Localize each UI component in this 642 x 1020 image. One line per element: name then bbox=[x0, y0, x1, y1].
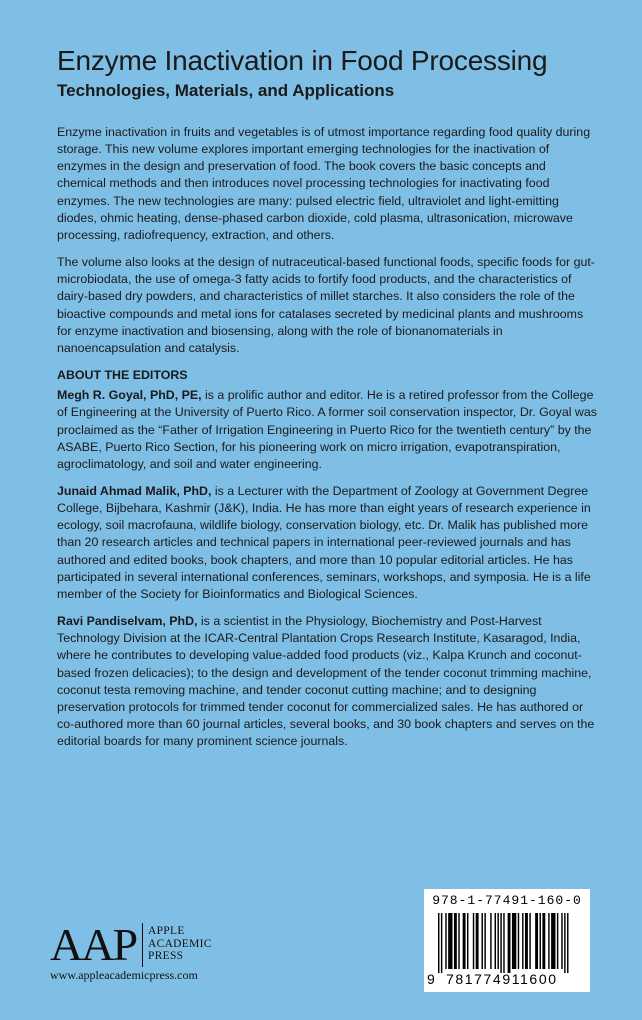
barcode-bar bbox=[542, 913, 545, 969]
barcode-lead-digit: 9 bbox=[427, 971, 437, 987]
barcode-bar bbox=[473, 913, 474, 969]
barcode-bar bbox=[548, 913, 549, 969]
barcode-bar bbox=[490, 913, 491, 969]
barcode-bar bbox=[567, 913, 568, 973]
book-title: Enzyme Inactivation in Food Processing bbox=[57, 45, 548, 76]
barcode-bar bbox=[463, 913, 466, 969]
barcode-bar bbox=[438, 913, 439, 973]
barcode-bar bbox=[497, 913, 498, 969]
editor-name: Megh R. Goyal, PhD, PE, bbox=[57, 388, 202, 403]
editors-heading: ABOUT THE EDITORS bbox=[57, 368, 188, 383]
barcode-bar bbox=[441, 913, 442, 973]
barcode-bar bbox=[564, 913, 565, 973]
barcode-bar bbox=[500, 913, 501, 973]
barcode-bar bbox=[454, 913, 457, 969]
editor-bio-text: is a Lecturer with the Department of Zoology at Government Degree College, Bijbehara, Kashmir (J&K), India. He has more than eight years of research experience in ecology, soil macrofauna, wildlife biology, conservation biology, etc. Dr. Malik has published more than 20 research articles and technical papers in international peer-reviewed journals and has authored and edited books, book chapters, and more than 10 popular editorial articles. He has participated in several international conferences, seminars, workshops, and symposia. He is a life member of the Society for Bioinformatics and Biological Sciences. bbox=[57, 483, 591, 601]
book-subtitle: Technologies, Materials, and Applications bbox=[57, 81, 395, 100]
description-paragraph: The volume also looks at the design of nutraceutical-based functional foods, specific foods for gut-microbiodata, the use of omega-3 fatty acids to fortify food products, and the characteristics of dairy-based dry powders, and characteristics of millet starches. It also considers the role of the bioactive compounds and metal ions for catalases secreted by medicinal plants and mushrooms for enzyme inactivation and biosensing, along with the role of bionanomaterials in nanoencapsulation and catalysis. bbox=[57, 255, 595, 355]
editor-bio-text: is a prolific author and editor. He is a retired professor from the College of Engineering at the University of Puerto Rico. A former soil conservation inspector, Dr. Goyal was proclaimed as the “Father of Irrigation Engineering in Puerto Rico for the twentieth century” by the ASABE, Puerto Rico Section, for his pioneering work on micro irrigation, evapotranspiration, agroclimatology, and soil and water engineering. bbox=[57, 388, 597, 471]
publisher-logo-mark: AAP bbox=[50, 919, 137, 970]
barcode-bar bbox=[495, 913, 496, 969]
barcode-bar bbox=[508, 913, 511, 973]
barcode-bar bbox=[540, 913, 541, 969]
editor-bio bbox=[57, 613, 597, 750]
editor-bio-text: is a scientist in the Physiology, Biochemistry and Post-Harvest Technology Division at the ICAR-Central Plantation Crops Research Institute, Kasaragod, India, where he contributes to developing value-added food products (viz., Kalpa Krunch and coconut-based frozen delicacies); to the design and development of the tender coconut trimming machine, coconut testa removing machine, and tender coconut cutting machine; and to designing preservation protocols for trimmed tender coconut for commercialized sales. He has authored or co-authored more than 60 journal articles, several books, and 30 book chapters and serves on the editorial boards for many prominent science journals. bbox=[57, 614, 595, 749]
barcode-bar bbox=[476, 913, 479, 969]
barcode-bar bbox=[503, 913, 504, 973]
publisher-name-line: ACADEMIC bbox=[148, 937, 212, 950]
barcode-bar bbox=[467, 913, 468, 969]
barcode-bar bbox=[518, 913, 519, 969]
barcode-bar bbox=[529, 913, 530, 969]
publisher-name-line: APPLE bbox=[148, 925, 185, 937]
barcode-bar bbox=[512, 913, 516, 969]
publisher-name-line: PRESS bbox=[148, 950, 184, 962]
publisher-name bbox=[148, 925, 212, 963]
barcode-bar bbox=[448, 913, 452, 969]
barcode-bar bbox=[482, 913, 483, 969]
barcode-digit-string: 781774911600 bbox=[446, 971, 558, 987]
logo-divider bbox=[142, 923, 143, 967]
barcode-bars bbox=[438, 913, 578, 973]
editor-name: Junaid Ahmad Malik, PhD, bbox=[57, 483, 212, 498]
publisher-website: www.appleacademicpress.com bbox=[50, 968, 198, 982]
editor-bio bbox=[57, 483, 597, 603]
barcode-bar bbox=[484, 913, 485, 969]
barcode-bar bbox=[561, 913, 562, 969]
barcode-bar bbox=[551, 913, 555, 969]
editor-name: Ravi Pandiselvam, PhD, bbox=[57, 614, 198, 629]
isbn-number: 978-1-77491-160-0 bbox=[432, 893, 582, 908]
editor-bio bbox=[57, 387, 597, 473]
description-paragraph: Enzyme inactivation in fruits and vegetables is of utmost importance regarding food quality during storage. This new volume explores important emerging technologies for the inactivation of enzymes in the design and preservation of food. The book covers the basic concepts and chemical methods and then introduces novel processing technologies for inactivating food enzymes. The new technologies are many: pulsed electric field, ultraviolet and light-emitting diodes, ohmic heating, dense-phased carbon dioxide, cold plasma, ultrasonication, microwave processing, radiofrequency, extraction, and others. bbox=[57, 125, 591, 242]
barcode-bar bbox=[535, 913, 538, 969]
cover-blurb bbox=[57, 124, 597, 760]
barcode-bar bbox=[458, 913, 459, 969]
barcode-bar bbox=[525, 913, 528, 969]
barcode-bar bbox=[522, 913, 523, 969]
isbn-barcode bbox=[424, 889, 590, 992]
barcode-bar bbox=[557, 913, 558, 969]
barcode-bar bbox=[445, 913, 446, 969]
